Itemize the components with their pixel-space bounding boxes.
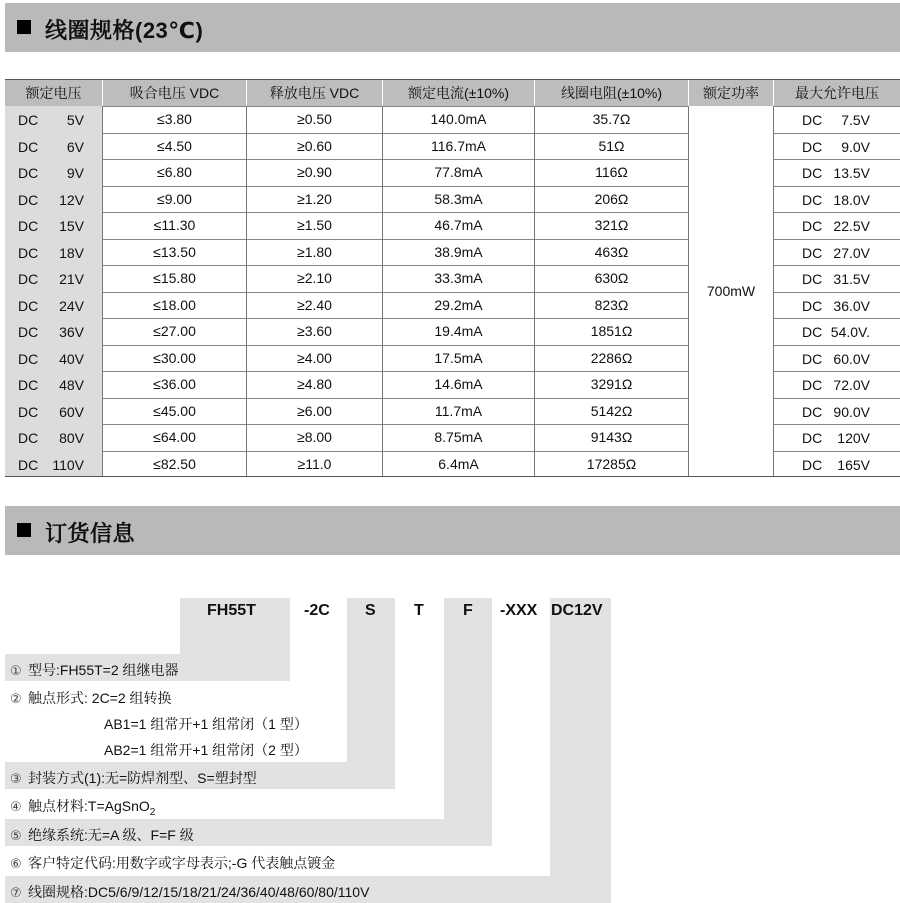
voltage-value: 40V <box>59 350 84 367</box>
voltage-prefix: DC <box>18 297 39 314</box>
rated-voltage-cell <box>5 212 102 239</box>
row-divider <box>773 159 900 160</box>
voltage-prefix: DC <box>802 191 823 208</box>
row-divider <box>102 424 689 425</box>
code-part-insulation: F <box>463 602 473 619</box>
coil-resistance-cell: 321Ω <box>594 217 629 234</box>
pickup-voltage-cell: ≤45.00 <box>153 402 196 419</box>
code-block-package <box>347 598 395 788</box>
order-item-2 <box>10 688 172 708</box>
item-text: 封装方式(1):无=防焊剂型、S=塑封型 <box>28 770 257 786</box>
max-voltage-cell <box>774 239 900 266</box>
max-voltage-cell <box>774 186 900 213</box>
header-rated-current: 额定电流(±10%) <box>383 80 534 106</box>
code-part-coil: DC12V <box>551 602 603 619</box>
rated-current-cell: 140.0mA <box>430 111 487 128</box>
order-item-4 <box>10 796 155 818</box>
row-divider <box>773 345 900 346</box>
col-divider <box>102 106 103 476</box>
rated-voltage-cell <box>5 345 102 372</box>
row-divider <box>773 292 900 293</box>
rated-current-cell: 29.2mA <box>434 296 483 313</box>
rated-current-cell: 77.8mA <box>434 164 483 181</box>
row-divider <box>102 345 689 346</box>
rated-voltage-cell <box>5 451 102 478</box>
rated-current-cell: 38.9mA <box>434 243 483 260</box>
voltage-prefix: DC <box>802 324 823 340</box>
header-release-voltage: 释放电压 VDC <box>247 80 382 106</box>
item-subscript: 2 <box>149 806 156 818</box>
voltage-value: 36.0V <box>833 297 870 314</box>
max-voltage-cell <box>774 292 900 319</box>
order-item-3 <box>10 768 257 788</box>
max-voltage-cell <box>774 265 900 292</box>
order-section-header <box>5 506 900 555</box>
header-max-voltage: 最大允许电压 <box>774 80 900 106</box>
table-bottom-border <box>5 476 900 477</box>
col-divider <box>246 106 247 476</box>
voltage-value: 21V <box>59 271 84 287</box>
rated-current-cell: 8.75mA <box>434 429 483 446</box>
code-part-package: S <box>365 602 376 619</box>
pickup-voltage-cell: ≤4.50 <box>157 137 192 154</box>
voltage-prefix: DC <box>18 430 39 446</box>
order-item-5 <box>10 825 194 845</box>
voltage-prefix: DC <box>18 138 39 155</box>
voltage-prefix: DC <box>802 112 823 128</box>
row-divider <box>773 133 900 134</box>
coil-resistance-cell: 630Ω <box>594 270 629 287</box>
row-divider <box>102 451 689 452</box>
voltage-prefix: DC <box>802 218 823 234</box>
voltage-value: 22.5V <box>833 218 870 234</box>
order-item-6 <box>10 853 335 873</box>
item-number: ⑤ <box>10 828 22 843</box>
row-divider <box>102 212 689 213</box>
voltage-prefix: DC <box>18 377 39 393</box>
max-voltage-cell <box>774 133 900 160</box>
coil-resistance-cell: 2286Ω <box>590 349 633 366</box>
item-number: ③ <box>10 771 22 786</box>
col-divider <box>534 106 535 476</box>
rated-current-cell: 33.3mA <box>434 270 483 287</box>
voltage-prefix: DC <box>802 350 823 367</box>
rated-voltage-cell <box>5 106 102 133</box>
voltage-value: 72.0V <box>833 377 870 393</box>
pickup-voltage-cell: ≤82.50 <box>153 455 196 472</box>
voltage-value: 31.5V <box>833 271 870 287</box>
max-voltage-cell <box>774 345 900 372</box>
item-number: ⑥ <box>10 856 22 871</box>
voltage-prefix: DC <box>18 218 39 234</box>
pickup-voltage-cell: ≤3.80 <box>157 111 192 128</box>
coil-resistance-cell: 206Ω <box>594 190 629 207</box>
release-voltage-cell: ≥8.00 <box>297 429 332 446</box>
voltage-value: 18V <box>59 244 84 261</box>
voltage-value: 165V <box>837 456 870 473</box>
voltage-value: 27.0V <box>833 244 870 261</box>
coil-resistance-cell: 5142Ω <box>590 402 633 419</box>
rated-voltage-cell <box>5 186 102 213</box>
rated-current-cell: 19.4mA <box>434 323 483 340</box>
rated-voltage-cell <box>5 265 102 292</box>
max-voltage-cell <box>774 106 900 133</box>
item-text: 触点材料:T=AgSnO <box>28 798 150 814</box>
release-voltage-cell: ≥0.90 <box>297 164 332 181</box>
item-number: ④ <box>10 799 22 814</box>
item-text: 型号:FH55T=2 组继电器 <box>28 662 179 678</box>
order-item-2a: AB1=1 组常开+1 组常闭（1 型） <box>104 716 308 732</box>
code-part-customer: -XXX <box>500 602 538 619</box>
max-voltage-cell <box>774 424 900 451</box>
order-item-2b: AB2=1 组常开+1 组常闭（2 型） <box>104 742 308 758</box>
pickup-voltage-cell: ≤18.00 <box>153 296 196 313</box>
rated-current-cell: 14.6mA <box>434 376 483 393</box>
voltage-value: 13.5V <box>833 165 870 181</box>
voltage-value: 24V <box>59 297 84 314</box>
coil-spec-table <box>5 79 900 477</box>
max-voltage-cell <box>774 451 900 478</box>
section-square-icon <box>17 20 31 34</box>
voltage-prefix: DC <box>802 297 823 314</box>
rated-voltage-cell <box>5 398 102 425</box>
pickup-voltage-cell: ≤30.00 <box>153 349 196 366</box>
row-divider <box>773 106 900 107</box>
pickup-voltage-cell: ≤64.00 <box>153 429 196 446</box>
voltage-value: 90.0V <box>833 403 870 420</box>
spec-section-title: 线圈规格(23℃) <box>45 18 204 43</box>
voltage-value: 7.5V <box>841 112 870 128</box>
release-voltage-cell: ≥4.80 <box>297 376 332 393</box>
rated-voltage-cell <box>5 133 102 160</box>
coil-resistance-cell: 823Ω <box>594 296 629 313</box>
release-voltage-cell: ≥4.00 <box>297 349 332 366</box>
voltage-prefix: DC <box>18 271 39 287</box>
rated-voltage-cell <box>5 159 102 186</box>
header-rated-voltage: 额定电压 <box>5 80 102 106</box>
voltage-prefix: DC <box>802 271 823 287</box>
code-part-contact-material: T <box>414 602 424 619</box>
rated-current-cell: 58.3mA <box>434 190 483 207</box>
row-divider <box>773 186 900 187</box>
rated-voltage-cell <box>5 239 102 266</box>
voltage-prefix: DC <box>18 244 39 261</box>
voltage-prefix: DC <box>18 350 39 367</box>
release-voltage-cell: ≥1.80 <box>297 243 332 260</box>
release-voltage-cell: ≥11.0 <box>297 455 332 472</box>
order-item-7 <box>10 882 369 902</box>
code-block-coil <box>550 598 611 903</box>
max-voltage-cell <box>774 212 900 239</box>
rated-power-value: 700mW <box>706 283 756 299</box>
voltage-value: 18.0V <box>833 191 870 208</box>
pickup-voltage-cell: ≤27.00 <box>153 323 196 340</box>
voltage-prefix: DC <box>802 244 823 261</box>
voltage-value: 36V <box>59 324 84 340</box>
rated-current-cell: 6.4mA <box>438 455 479 472</box>
voltage-prefix: DC <box>802 403 823 420</box>
pickup-voltage-cell: ≤15.80 <box>153 270 196 287</box>
voltage-prefix: DC <box>18 191 39 208</box>
release-voltage-cell: ≥3.60 <box>297 323 332 340</box>
voltage-prefix: DC <box>18 403 39 420</box>
voltage-value: 15V <box>59 218 84 234</box>
voltage-value: 60V <box>59 403 84 420</box>
voltage-value: 48V <box>59 377 84 393</box>
order-section-title: 订货信息 <box>45 521 136 546</box>
row-divider <box>773 212 900 213</box>
rated-current-cell: 17.5mA <box>434 349 483 366</box>
voltage-value: 80V <box>59 430 84 446</box>
pickup-voltage-cell: ≤11.30 <box>153 217 196 234</box>
item-number: ② <box>10 691 22 706</box>
row-divider <box>773 371 900 372</box>
row-divider <box>102 133 689 134</box>
code-part-model: FH55T <box>207 602 256 619</box>
row-divider <box>773 239 900 240</box>
col-divider <box>773 106 774 476</box>
voltage-prefix: DC <box>18 165 39 181</box>
coil-resistance-cell: 35.7Ω <box>592 111 631 128</box>
voltage-prefix: DC <box>802 377 823 393</box>
row-divider <box>773 265 900 266</box>
row-divider <box>102 106 689 107</box>
row-divider <box>102 371 689 372</box>
voltage-value: 120V <box>837 430 870 446</box>
voltage-prefix: DC <box>18 324 39 340</box>
max-voltage-cell <box>774 318 900 345</box>
coil-resistance-cell: 51Ω <box>598 137 625 154</box>
rated-voltage-cell <box>5 371 102 398</box>
voltage-value: 110V <box>52 456 84 473</box>
max-voltage-cell <box>774 371 900 398</box>
voltage-prefix: DC <box>802 456 823 473</box>
rated-current-cell: 116.7mA <box>431 137 486 154</box>
rated-voltage-cell <box>5 292 102 319</box>
item-number: ⑦ <box>10 885 22 900</box>
voltage-value: 6V <box>66 138 84 155</box>
coil-resistance-cell: 9143Ω <box>590 429 633 446</box>
rated-voltage-cell <box>5 424 102 451</box>
voltage-value: 9.0V <box>841 138 870 155</box>
coil-resistance-cell: 17285Ω <box>586 455 637 472</box>
col-divider <box>688 106 689 476</box>
item-text: 触点形式: 2C=2 组转换 <box>28 690 172 706</box>
section-square-icon <box>17 523 31 537</box>
item-text: 线圈规格:DC5/6/9/12/15/18/21/24/36/40/48/60/80/110V <box>28 884 370 900</box>
row-divider <box>102 186 689 187</box>
order-item-1 <box>10 660 179 680</box>
row-divider <box>102 398 689 399</box>
header-pickup-voltage: 吸合电压 VDC <box>103 80 246 106</box>
max-voltage-cell <box>774 159 900 186</box>
pickup-voltage-cell: ≤13.50 <box>153 243 196 260</box>
item-text: 客户特定代码:用数字或字母表示;-G 代表触点镀金 <box>28 855 336 871</box>
rated-current-cell: 11.7mA <box>434 402 483 419</box>
voltage-prefix: DC <box>802 138 823 155</box>
item-number: ① <box>10 663 22 678</box>
voltage-prefix: DC <box>802 165 823 181</box>
row-divider <box>102 292 689 293</box>
row-divider <box>773 424 900 425</box>
rated-voltage-cell <box>5 318 102 345</box>
voltage-prefix: DC <box>18 456 39 473</box>
coil-resistance-cell: 116Ω <box>595 164 628 181</box>
row-divider <box>102 239 689 240</box>
voltage-value: 9V <box>66 165 84 181</box>
code-block-insulation <box>444 598 492 846</box>
coil-resistance-cell: 3291Ω <box>590 376 633 393</box>
row-divider <box>102 318 689 319</box>
voltage-value: 60.0V <box>833 350 870 367</box>
release-voltage-cell: ≥0.60 <box>297 137 332 154</box>
row-divider <box>102 159 689 160</box>
row-divider <box>102 265 689 266</box>
release-voltage-cell: ≥6.00 <box>297 402 332 419</box>
voltage-prefix: DC <box>802 430 823 446</box>
header-rated-power: 额定功率 <box>689 80 773 106</box>
pickup-voltage-cell: ≤6.80 <box>157 164 192 181</box>
voltage-value: 5V <box>66 112 84 128</box>
pickup-voltage-cell: ≤36.00 <box>153 376 196 393</box>
pickup-voltage-cell: ≤9.00 <box>157 190 192 207</box>
release-voltage-cell: ≥2.40 <box>297 296 332 313</box>
voltage-prefix: DC <box>18 112 39 128</box>
release-voltage-cell: ≥1.20 <box>297 190 332 207</box>
coil-resistance-cell: 463Ω <box>594 243 629 260</box>
coil-resistance-cell: 1851Ω <box>590 323 633 340</box>
row-divider <box>773 398 900 399</box>
voltage-value: 54.0V. <box>830 324 870 340</box>
release-voltage-cell: ≥0.50 <box>297 111 332 128</box>
col-divider <box>382 106 383 476</box>
rated-current-cell: 46.7mA <box>434 217 483 234</box>
code-part-contact-form: -2C <box>304 602 330 619</box>
spec-section-header <box>5 3 900 52</box>
row-divider <box>773 318 900 319</box>
release-voltage-cell: ≥1.50 <box>297 217 332 234</box>
item-text: 绝缘系统:无=A 级、F=F 级 <box>28 827 194 843</box>
row-divider <box>773 451 900 452</box>
max-voltage-cell <box>774 398 900 425</box>
header-coil-resistance: 线圈电阻(±10%) <box>535 80 688 106</box>
voltage-value: 12V <box>59 191 84 208</box>
release-voltage-cell: ≥2.10 <box>297 270 332 287</box>
